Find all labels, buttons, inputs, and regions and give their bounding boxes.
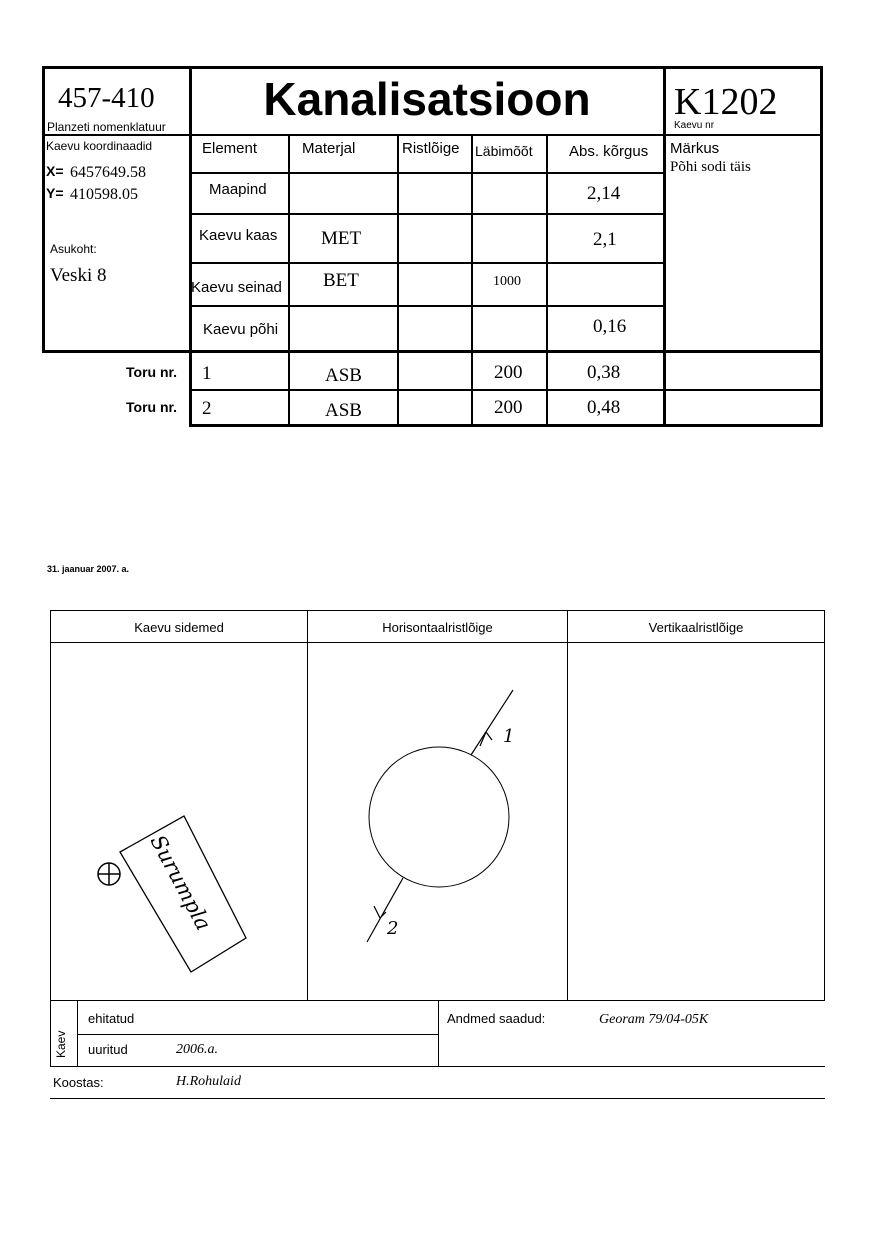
x-label: X= bbox=[46, 163, 64, 179]
pipe-number: 2 bbox=[202, 398, 212, 419]
pipe-height: 0,38 bbox=[587, 362, 621, 383]
col-abs-height: Abs. kõrgus bbox=[569, 143, 649, 160]
pipe-height: 0,48 bbox=[587, 397, 621, 418]
page-title: Kanalisatsioon bbox=[263, 73, 591, 125]
well-number-label: Kaevu nr bbox=[674, 120, 715, 131]
notes-label: Märkus bbox=[670, 140, 720, 157]
nomenclature-label: Planzeti nomenklatuur bbox=[47, 120, 166, 134]
sketch-col-vertical: Vertikaalristlõige bbox=[648, 620, 744, 635]
sketch-col-links: Kaevu sidemed bbox=[134, 620, 224, 635]
author-value: H.Rohulaid bbox=[176, 1074, 241, 1089]
y-value: 410598.05 bbox=[70, 186, 138, 203]
pipe-label: Toru nr. bbox=[126, 364, 178, 380]
pipe-number: 1 bbox=[202, 363, 212, 384]
author-label: Koostas: bbox=[53, 1075, 104, 1090]
col-element: Element bbox=[202, 140, 258, 157]
pipe-label: Toru nr. bbox=[126, 399, 178, 415]
notes-value: Põhi sodi täis bbox=[670, 159, 751, 175]
pipe-2-label: 2 bbox=[387, 918, 399, 939]
well-connections-sketch bbox=[80, 800, 280, 990]
pipe-material: ASB bbox=[325, 365, 362, 386]
row-height: 2,14 bbox=[587, 183, 621, 204]
surveyed-value: 2006.a. bbox=[176, 1042, 218, 1057]
well-circle bbox=[369, 747, 509, 887]
y-label: Y= bbox=[46, 185, 64, 201]
row-material: MET bbox=[321, 228, 362, 249]
well-number-value: K1202 bbox=[674, 81, 778, 123]
pipe-material: ASB bbox=[325, 400, 362, 421]
document-date: 31. jaanuar 2007. a. bbox=[47, 564, 130, 574]
x-value: 6457649.58 bbox=[70, 164, 146, 181]
coords-label: Kaevu koordinaadid bbox=[46, 139, 153, 153]
row-element: Kaevu seinad bbox=[191, 279, 282, 296]
data-source-label: Andmed saadud: bbox=[447, 1011, 546, 1026]
pipe-diameter: 200 bbox=[494, 362, 523, 383]
location-label: Asukoht: bbox=[50, 242, 97, 256]
data-source-value: Georam 79/04-05K bbox=[599, 1012, 709, 1027]
row-element: Kaevu põhi bbox=[203, 321, 279, 338]
handwritten-word: Surumpla bbox=[145, 831, 216, 935]
location-value: Veski 8 bbox=[50, 265, 107, 286]
col-section: Ristlõige bbox=[402, 140, 460, 157]
pipe-2-line bbox=[367, 878, 403, 942]
horizontal-section-sketch bbox=[340, 680, 540, 950]
row-height: 0,16 bbox=[593, 316, 627, 337]
row-element: Maapind bbox=[209, 181, 267, 198]
pipe-1-label: 1 bbox=[503, 726, 515, 747]
footer-side-label: Kaev bbox=[54, 1030, 68, 1058]
pipe-1-line bbox=[471, 690, 514, 755]
row-diameter: 1000 bbox=[493, 274, 521, 289]
surveyed-label: uuritud bbox=[88, 1042, 128, 1057]
hydrant-icon bbox=[98, 863, 120, 885]
built-label: ehitatud bbox=[88, 1011, 135, 1026]
pipe-diameter: 200 bbox=[494, 397, 523, 418]
row-height: 2,1 bbox=[593, 229, 617, 250]
col-material: Materjal bbox=[302, 140, 356, 157]
col-diameter: Läbimõõt bbox=[475, 143, 533, 159]
row-material: BET bbox=[323, 270, 359, 291]
row-element: Kaevu kaas bbox=[199, 227, 278, 244]
nomenclature-value: 457-410 bbox=[58, 82, 155, 114]
sketch-col-horizontal: Horisontaalristlõige bbox=[382, 620, 493, 635]
